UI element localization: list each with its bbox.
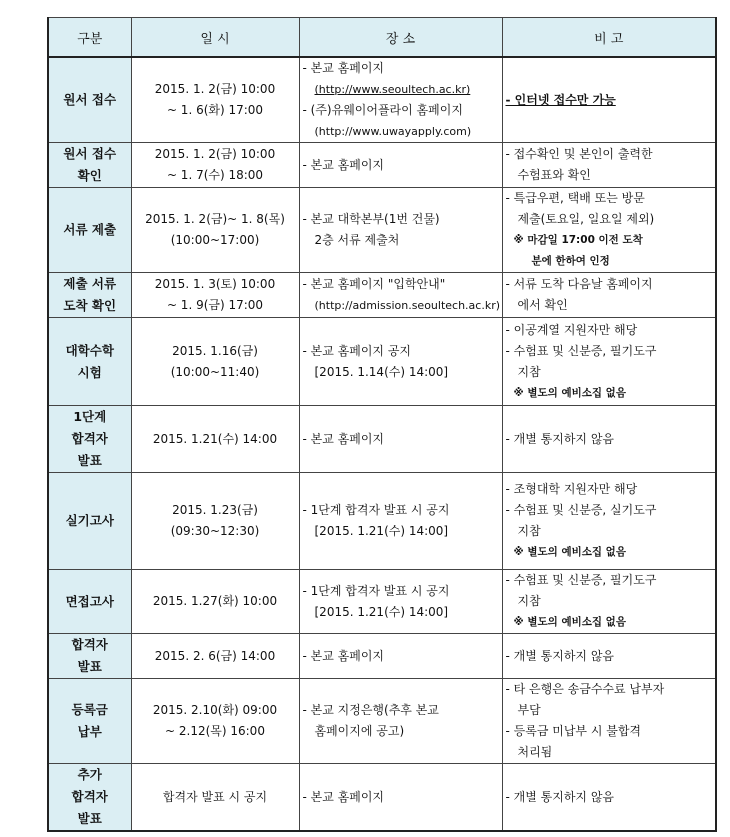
table-row xyxy=(48,473,716,570)
note-cell xyxy=(502,57,716,143)
table-row xyxy=(48,273,716,318)
category-text: 시험 xyxy=(77,364,102,380)
place-text: - 본교 홈페이지 공지 xyxy=(302,343,412,358)
place-cell xyxy=(299,764,502,832)
datetime-cell xyxy=(131,143,299,188)
place-text: - 1단계 합격자 발표 시 공지 xyxy=(302,503,450,517)
place-cell xyxy=(299,143,502,188)
note-cell xyxy=(502,634,716,679)
category-cell xyxy=(48,634,131,679)
place-cell xyxy=(299,273,502,318)
place-cell xyxy=(299,57,502,143)
datetime-text: 2015. 1.27(화) 10:00 xyxy=(152,594,278,608)
category-text: 확인 xyxy=(77,168,102,183)
note-cell xyxy=(502,570,716,634)
table-row xyxy=(48,188,716,273)
place-cell xyxy=(299,570,502,634)
note-cell xyxy=(502,473,716,570)
datetime-cell xyxy=(131,273,299,318)
header-datetime: 일 시 xyxy=(131,18,299,58)
category-text: 실기고사 xyxy=(65,513,114,528)
note-text: - 개별 통지하지 않음 xyxy=(505,789,615,804)
table-body xyxy=(48,57,716,831)
place-text: - 본교 홈페이지 xyxy=(302,61,385,75)
category-text: 등록금 xyxy=(71,702,108,717)
datetime-text: (10:00~17:00) xyxy=(170,233,260,247)
place-text: [2015. 1.14(수) 14:00] xyxy=(314,364,449,379)
category-text: 합격자 xyxy=(71,431,108,446)
place-cell xyxy=(299,406,502,473)
note-cell xyxy=(502,764,716,832)
category-cell xyxy=(48,273,131,318)
place-text: 홈페이지에 공고) xyxy=(314,724,405,738)
table-row xyxy=(48,764,716,832)
header-note: 비 고 xyxy=(502,18,716,58)
note-cell xyxy=(502,679,716,764)
note-cell xyxy=(502,318,716,406)
category-cell xyxy=(48,188,131,273)
note-text: - 개별 통지하지 않음 xyxy=(505,648,615,663)
note-text: - 접수확인 및 본인이 출력한 xyxy=(505,147,653,161)
category-cell xyxy=(48,406,131,473)
place-text: - 본교 홈페이지 xyxy=(302,431,385,446)
note-text: - 타 은행은 송금수수료 납부자 xyxy=(505,682,665,696)
place-cell xyxy=(299,188,502,273)
datetime-text: 2015. 1. 2(금) 10:00 xyxy=(154,147,276,161)
datetime-cell xyxy=(131,570,299,634)
category-cell xyxy=(48,143,131,188)
datetime-text: 2015. 1. 2(금) 10:00 xyxy=(154,82,276,96)
table-header-row xyxy=(48,18,716,58)
note-cell xyxy=(502,188,716,273)
category-text: 제출 서류 xyxy=(63,276,117,291)
category-text: 발표 xyxy=(77,453,102,468)
datetime-cell xyxy=(131,406,299,473)
category-text: 면접고사 xyxy=(65,593,114,609)
note-text: 수험표와 확인 xyxy=(517,168,591,182)
category-cell xyxy=(48,570,131,634)
place-text: - 본교 홈페이지 "입학안내" xyxy=(302,277,446,291)
place-cell xyxy=(299,318,502,406)
table-row xyxy=(48,570,716,634)
datetime-text: 합격자 발표 시 공지 xyxy=(162,789,268,804)
category-text: 원서 접수 xyxy=(63,146,117,161)
table-row xyxy=(48,57,716,143)
category-text: 1단계 xyxy=(73,409,107,424)
datetime-text: ~ 1. 9(금) 17:00 xyxy=(166,298,264,312)
category-text: 도착 확인 xyxy=(63,298,117,313)
datetime-cell xyxy=(131,764,299,832)
note-text: 제출(토요일, 일요일 제외) xyxy=(517,212,655,226)
table-row xyxy=(48,406,716,473)
datetime-text: 2015. 2.10(화) 09:00 xyxy=(152,703,278,717)
table-row xyxy=(48,318,716,406)
place-text: - 1단계 합격자 발표 시 공지 xyxy=(302,583,450,598)
place-text: 2층 서류 제출처 xyxy=(314,233,400,247)
datetime-cell xyxy=(131,57,299,143)
datetime-cell xyxy=(131,634,299,679)
notice-text: ※ 별도의 예비소집 없음 xyxy=(513,616,626,628)
datetime-text: (09:30~12:30) xyxy=(170,524,260,538)
category-cell xyxy=(48,473,131,570)
website-link: (http://www.seoultech.ac.kr) xyxy=(314,83,471,96)
datetime-text: (10:00~11:40) xyxy=(170,364,260,379)
category-text: 추가 xyxy=(77,767,102,782)
note-text: 부담 xyxy=(517,703,541,717)
category-cell xyxy=(48,318,131,406)
category-cell xyxy=(48,679,131,764)
table-row xyxy=(48,679,716,764)
note-text: 처리됨 xyxy=(517,745,553,759)
header-category: 구분 xyxy=(48,18,131,58)
datetime-text: 2015. 1.23(금) xyxy=(172,503,258,517)
datetime-text: ~ 1. 7(수) 18:00 xyxy=(166,168,264,182)
datetime-cell xyxy=(131,188,299,273)
note-text: 지참 xyxy=(517,524,541,538)
category-text: 대학수학 xyxy=(65,342,114,358)
datetime-text: ~ 2.12(목) 16:00 xyxy=(165,724,265,738)
note-text: - 인터넷 접수만 가능 xyxy=(505,92,616,107)
category-text: 서류 제출 xyxy=(63,222,117,237)
place-text: - 본교 홈페이지 xyxy=(302,157,385,172)
place-cell xyxy=(299,473,502,570)
datetime-text: ~ 1. 6(화) 17:00 xyxy=(166,103,264,117)
category-text: 발표 xyxy=(77,659,102,674)
datetime-cell xyxy=(131,318,299,406)
datetime-text: 2015. 1.16(금) xyxy=(172,343,258,358)
category-text: 합격자 xyxy=(71,637,108,652)
header-place: 장 소 xyxy=(299,18,502,58)
datetime-text: 2015. 2. 6(금) 14:00 xyxy=(154,648,276,663)
datetime-text: 2015. 1. 2(금)~ 1. 8(목) xyxy=(145,212,285,226)
place-cell xyxy=(299,634,502,679)
place-text: - 본교 대학본부(1번 건물) xyxy=(302,212,440,226)
place-text: - 본교 홈페이지 xyxy=(302,789,385,804)
datetime-text: 2015. 1. 3(토) 10:00 xyxy=(154,277,276,291)
table-row xyxy=(48,143,716,188)
note-text: - 수험표 및 신분증, 필기도구 xyxy=(505,573,657,587)
place-text: - 본교 홈페이지 xyxy=(302,648,385,663)
note-text: 지참 xyxy=(517,364,541,379)
notice-text: 분에 한하여 인정 xyxy=(531,255,610,267)
category-text: 합격자 xyxy=(71,789,108,804)
note-text: - 수험표 및 신분증, 실기도구 xyxy=(505,503,657,517)
datetime-text: 2015. 1.21(수) 14:00 xyxy=(152,431,278,446)
notice-text: ※ 별도의 예비소집 없음 xyxy=(513,386,626,399)
category-text: 발표 xyxy=(77,811,102,826)
place-text: - (주)유웨이어플라이 홈페이지 xyxy=(302,103,463,117)
place-text: - 본교 지정은행(추후 본교 xyxy=(302,703,439,717)
note-text: - 수험표 및 신분증, 필기도구 xyxy=(505,343,657,358)
place-text: [2015. 1.21(수) 14:00] xyxy=(314,524,449,538)
note-cell xyxy=(502,406,716,473)
note-text: - 서류 도착 다음날 홈페이지 xyxy=(505,277,653,291)
notice-text: ※ 마감일 17:00 이전 도착 xyxy=(513,234,643,246)
note-text: - 특급우편, 택배 또는 방문 xyxy=(505,191,645,205)
category-text: 납부 xyxy=(77,724,102,739)
note-text: - 등록금 미납부 시 불합격 xyxy=(505,724,642,738)
notice-text: ※ 별도의 예비소집 없음 xyxy=(513,546,626,558)
admission-schedule-table xyxy=(47,17,717,832)
datetime-cell xyxy=(131,473,299,570)
place-cell xyxy=(299,679,502,764)
note-cell xyxy=(502,273,716,318)
place-text: [2015. 1.21(수) 14:00] xyxy=(314,604,449,619)
category-text: 원서 접수 xyxy=(63,92,117,107)
datetime-cell xyxy=(131,679,299,764)
website-link: (http://admission.seoultech.ac.kr) xyxy=(314,299,501,312)
note-cell xyxy=(502,143,716,188)
category-cell xyxy=(48,764,131,832)
table-row xyxy=(48,634,716,679)
note-text: - 조형대학 지원자만 해당 xyxy=(505,482,638,496)
note-text: - 이공계열 지원자만 해당 xyxy=(505,322,638,337)
note-text: 에서 확인 xyxy=(517,298,568,312)
note-text: 지참 xyxy=(517,594,541,608)
website-link: (http://www.uwayapply.com) xyxy=(314,125,472,138)
note-text: - 개별 통지하지 않음 xyxy=(505,431,615,446)
category-cell xyxy=(48,57,131,143)
